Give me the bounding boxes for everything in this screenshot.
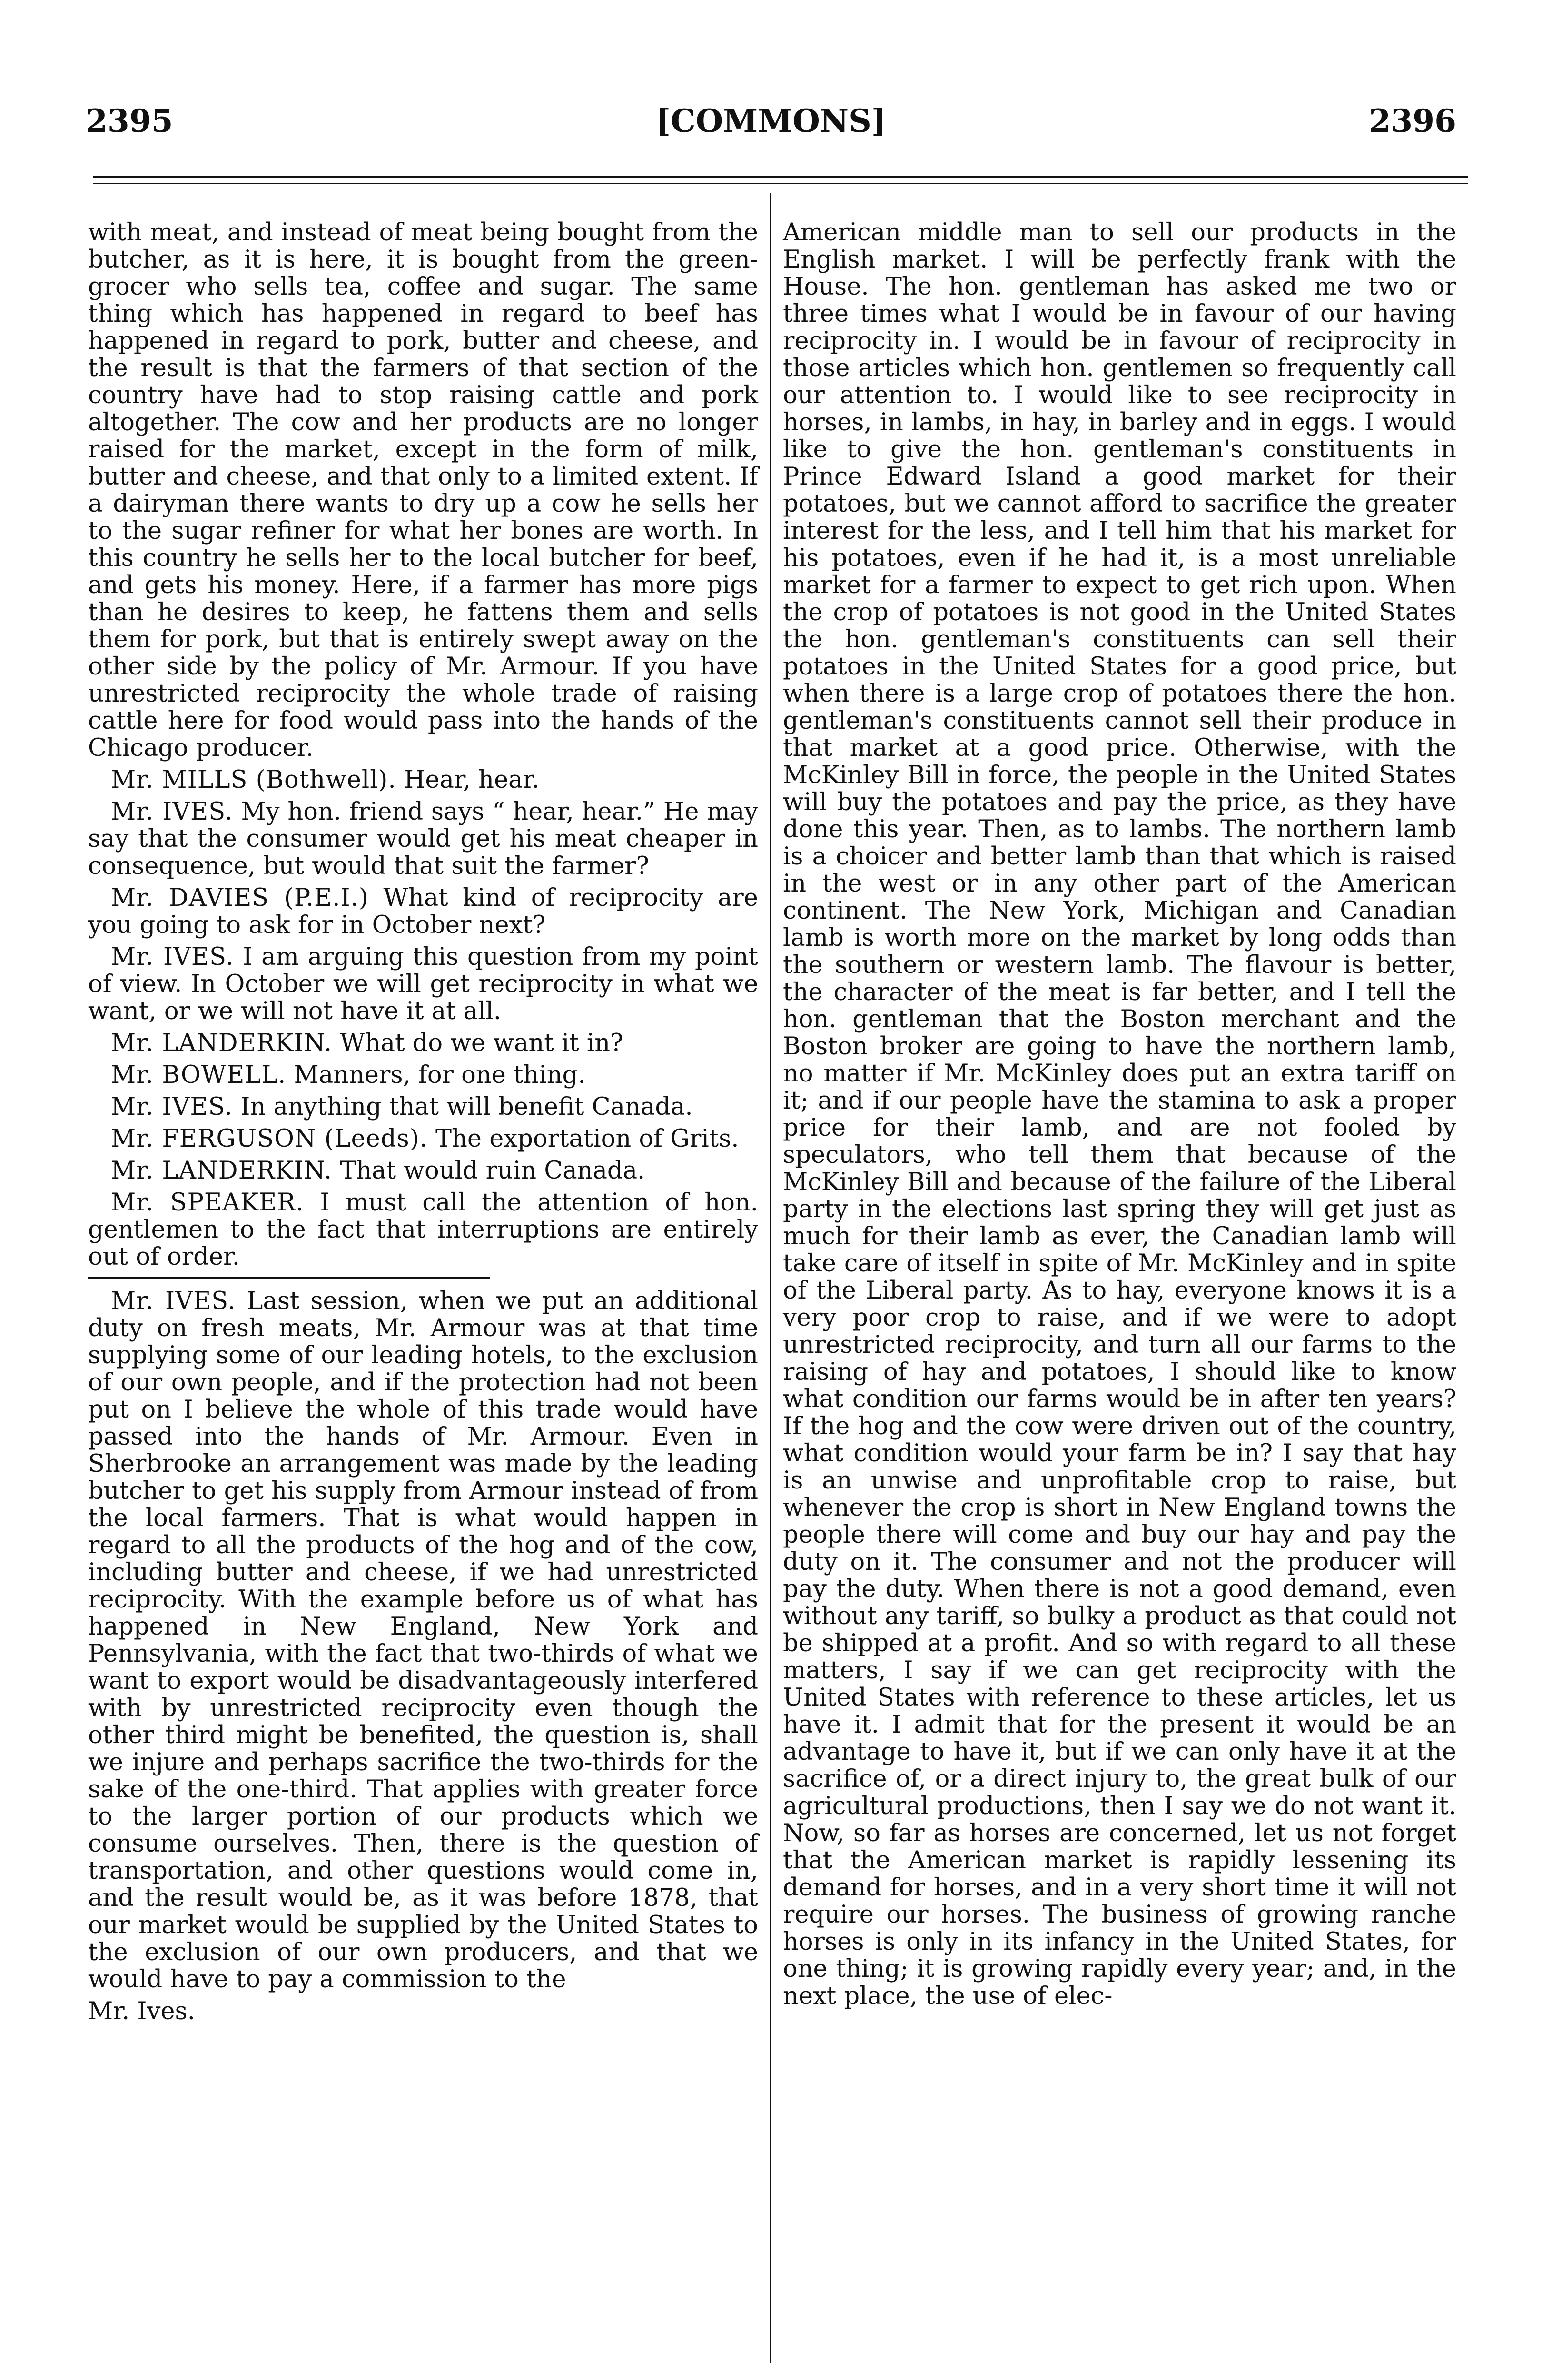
speech-text: Last session, when we put an additional duty on fresh meats, Mr. Armour was at that time supplying some of our leading hotels, to the exclusion of our own people, and if the protection had not been put on I believe the whole of this trade would have passed into the hands of Mr. Armour. Even in Sherbrooke an arrangement was made by the leading butcher to get his supply from Armour instead of from the local farmers. That is what would happen in regard to all the products of the hog and of the cow, including butter and cheese, if we had unrestricted reciprocity. With the example before us of what has happened in New England, New York and Pennsylvania, with the fact that two-thirds of what we want to export would be disadvantageously interfered with by unrestricted reciprocity even though the other third might be benefited, the question is, shall we injure and perhaps sacrifice the two-thirds for the sake of the one-third. That applies with greater force to the larger portion of our products which we consume ourselves. Then, there is the question of transportation, and other questions would come in, and the result would be, as it was before 1878, that our market would be supplied by the United States to the exclusion of our own producers, and that we would have to pay a commission to the bbox=[88, 1287, 758, 1993]
right-column bbox=[783, 219, 1456, 2014]
speech-paragraph bbox=[88, 1189, 758, 1270]
continued-paragraph: with meat, and instead of meat being bought from the butcher, as it is here, it is bought from the green-grocer who sells tea, coffee and sugar. The same thing which has happened in regard to beef has happened in regard to pork, butter and cheese, and the result is that the farmers of that section of the country have had to stop raising cattle and pork altogether. The cow and her products are no longer raised for the market, except in the form of milk, butter and cheese, and that only to a limited extent. If a dairyman there wants to dry up a cow he sells her to the sugar refiner for what her bones are worth. In this country he sells her to the local butcher for beef, and gets his money. Here, if a farmer has more pigs than he desires to keep, he fattens them and sells them for pork, but that is entirely swept away on the other side by the policy of Mr. Armour. If you have unrestricted reciprocity the whole trade of raising cattle here for food would pass into the hands of the Chicago producer. bbox=[88, 218, 758, 762]
speaker-name: Mr. IVES. bbox=[111, 798, 233, 826]
continued-paragraph: American middle man to sell our products in the English market. I will be perfectly frank with the House. The hon. gentleman has asked me two or three times what I would be in favour of our having reciprocity in. I would be in favour of reciprocity in those articles which hon. gentlemen so frequently call our attention to. I would like to see reciprocity in horses, in lambs, in hay, in barley and in eggs. I would like to give the hon. gentleman's constituents in Prince Edward Island a good market for their potatoes, but we cannot afford to sacrifice the greater interest for the less, and I tell him that his market for his potatoes, even if he had it, is a most unreliable market for a farmer to expect to get rich upon. When the crop of potatoes is not good in the United States the hon. gentleman's constituents can sell their potatoes in the United States for a good price, but when there is a large crop of potatoes there the hon. gentleman's constituents cannot sell their produce in that market at a good price. Otherwise, with the McKinley Bill in force, the people in the United States will buy the potatoes and pay the price, as they have done this year. Then, as to lambs. The northern lamb is a choicer and better lamb than that which is raised in the west or in any other part of the American continent. The New York, Michigan and Canadian lamb is worth more on the market by long odds than the southern or western lamb. The flavour is better, the character of the meat is far better, and I tell the hon. gentleman that the Boston merchant and the Boston broker are going to have the northern lamb, no matter if Mr. McKinley does put an extra tariff on it; and if our people have the stamina to ask a proper price for their lamb, and are not fooled by speculators, who tell them that because of the McKinley Bill and because of the failure of the Liberal party in the elections last spring they will get just as much for their lamb as ever, the Canadian lamb will take care of itself in spite of Mr. McKinley and in spite of the Liberal party. As to hay, everyone knows it is a very poor crop to raise, and if we were to adopt unrestricted reciprocity, and turn all our farms to the raising of hay and potatoes, I should like to know what condition our farms would be in after ten years? If the hog and the cow were driven out of the country, what condition would your farm be in? I say that hay is an unwise and unprofitable crop to raise, but whenever the crop is short in New England towns the people there will come and buy our hay and pay the duty on it. The consumer and not the producer will pay the duty. When there is not a good demand, even without any tariff, so bulky a product as that could not be shipped at a profit. And so with regard to all these matters, I say if we can get reciprocity with the United States with reference to these articles, let us have it. I admit that for the present it would be an advantage to have it, but if we can only have it at the sacrifice of, or a direct injury to, the great bulk of our agricultural productions, then I say we do not want it. Now, so far as horses are concerned, let us not forget that the American market is rapidly lessening its demand for horses, and in a very short time it will not require our horses. The business of growing ranche horses is only in its infancy in the United States, for one thing; it is growing rapidly every year; and, in the next place, the use of elec- bbox=[783, 218, 1456, 2010]
column-divider bbox=[770, 193, 771, 2363]
speech-paragraph bbox=[88, 943, 758, 1025]
speaker-name: Mr. IVES. bbox=[111, 1093, 233, 1121]
speech-text: That would ruin Canada. bbox=[340, 1157, 645, 1185]
speech-text: In anything that will benefit Canada. bbox=[240, 1093, 693, 1121]
speech-text: The exportation of Grits. bbox=[435, 1125, 739, 1153]
running-title: [COMMONS] bbox=[655, 102, 887, 139]
speech-text: Hear, hear. bbox=[404, 766, 540, 794]
speech-paragraph bbox=[88, 884, 758, 939]
speech-text: What kind of reciprocity are you going to ask for in October next? bbox=[88, 884, 758, 939]
speaker-name: Mr. SPEAKER. bbox=[111, 1189, 304, 1217]
header-rule-thin bbox=[93, 183, 1468, 184]
page-header bbox=[86, 102, 1456, 145]
speech-paragraph bbox=[88, 1157, 758, 1184]
speech-paragraph bbox=[88, 766, 758, 793]
speech-text: I must call the attention of hon. gentlemen to the fact that interruptions are entirely out of order. bbox=[88, 1189, 758, 1271]
speech-text: Manners, for one thing. bbox=[294, 1061, 586, 1089]
section-rule bbox=[88, 1277, 490, 1279]
header-rule-thick bbox=[93, 176, 1468, 178]
speaker-name: Mr. LANDERKIN. bbox=[111, 1029, 333, 1057]
speaker-name: Mr. BOWELL. bbox=[111, 1061, 287, 1089]
speech-paragraph bbox=[88, 1125, 758, 1152]
speaker-name: Mr. DAVIES (P.E.I.) bbox=[111, 884, 369, 912]
speech-text: What do we want it in? bbox=[340, 1029, 623, 1057]
speaker-name: Mr. IVES. bbox=[111, 943, 234, 971]
speaker-name: Mr. LANDERKIN. bbox=[111, 1157, 333, 1185]
speech-text: My hon. friend says “ hear, hear.” He may say that the consumer would get his meat cheaper in consequence, but would that suit the farmer? bbox=[88, 798, 758, 880]
speech-text: I am arguing this question from my point of view. In October we will get reciprocity in what we want, or we will not have it at all. bbox=[88, 943, 758, 1025]
speaker-name: Mr. IVES. bbox=[111, 1287, 236, 1315]
speech-paragraph bbox=[88, 798, 758, 880]
left-column bbox=[88, 219, 758, 2030]
page-number-left: 2395 bbox=[86, 102, 173, 139]
speech-paragraph bbox=[88, 1061, 758, 1089]
speech-paragraph bbox=[88, 1093, 758, 1121]
speech-paragraph bbox=[88, 1288, 758, 1993]
speech-paragraph bbox=[88, 1030, 758, 1057]
speaker-name: Mr. MILLS (Bothwell). bbox=[111, 766, 396, 794]
continued-paragraph: Mr. Ives. bbox=[88, 1997, 195, 2025]
speaker-name: Mr. FERGUSON (Leeds). bbox=[111, 1125, 428, 1153]
page-number-right: 2396 bbox=[1369, 102, 1456, 139]
